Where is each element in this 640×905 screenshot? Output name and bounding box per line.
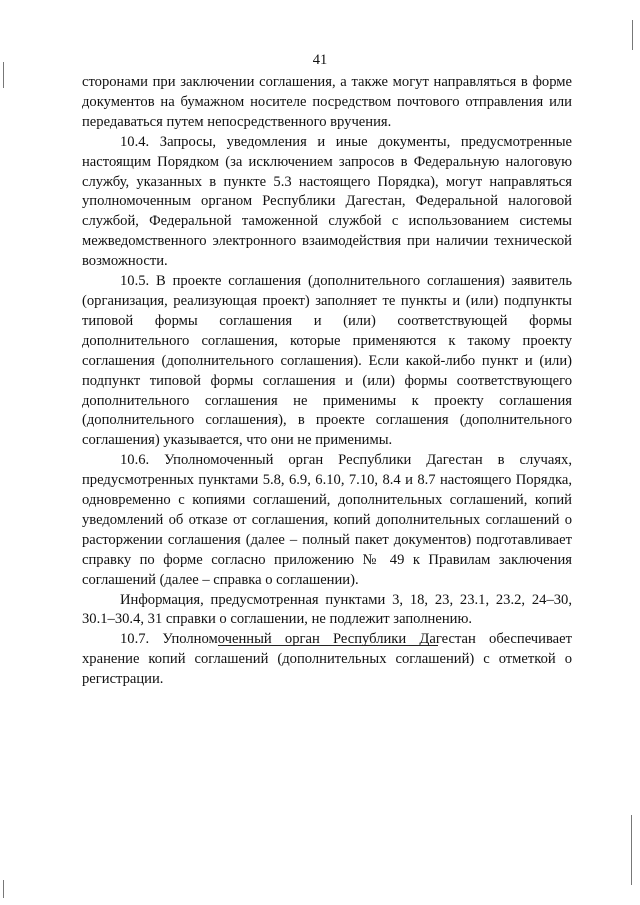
page-number: 41 [312, 52, 328, 68]
scan-mark-right-top [632, 20, 633, 50]
paragraph-10-5: 10.5. В проекте соглашения (дополнительного соглашения) заявитель (организация, реализующая проект) заполняет те пункты и (или) подпункты типовой формы соглашения и (или) соответствующей формы дополнительного соглашения, которые применяются к такому проекту соглашения (дополнительного соглашения). Если какой-либо пункт и (или) подпункт типовой формы соглашения и (или) формы соответствующего дополнительного соглашения не применимы к проекту соглашения (дополнительного соглашения), в проекте соглашения (дополнительного соглашения) указывается, что они не применимы. [82, 273, 572, 449]
scan-mark-right-bottom [631, 815, 632, 885]
closing-rule [218, 645, 438, 646]
paragraph-10-7: 10.7. Уполномоченный орган Республики Дагестан обеспечивает хранение копий соглашений (дополнительных соглашений) с отметкой о регистрации. [82, 631, 572, 688]
paragraph-information: Информация, предусмотренная пунктами 3, 18, 23, 23.1, 23.2, 24–30, 30.1–30.4, 31 справки о соглашении, не подлежит заполнению. [82, 591, 572, 628]
scan-mark-left-top [3, 62, 4, 88]
paragraph-continuation: сторонами при заключении соглашения, а также могут направляться в форме документов на бумажном носителе посредством почтового отправления или передаваться путем непосредственного вручения. [82, 74, 572, 130]
scan-mark-left-bottom [3, 880, 4, 898]
paragraph-10-6: 10.6. Уполномоченный орган Республики Дагестан в случаях, предусмотренных пунктами 5.8, 6.9, 6.10, 7.10, 8.4 и 8.7 настоящего Порядка, одновременно с копиями соглашений, дополнительных соглашений, копий уведомлений об отказе от соглашения, копий дополнительных соглашений о расторжении соглашения (далее – полный пакет документов) подготавливает справку по форме согласно приложению № 49 к Правилам заключения соглашений (далее – справка о соглашении). [82, 452, 572, 588]
paragraph-10-4: 10.4. Запросы, уведомления и иные документы, предусмотренные настоящим Порядком (за исключением запросов в Федеральную налоговую службу, указанных в пункте 5.3 настоящего Порядка), могут направляться уполномоченным органом Республики Дагестан, Федеральной налоговой службой, Федеральной таможенной службой с использованием системы межведомственного электронного взаимодействия при наличии технической возможности. [82, 133, 572, 270]
document-body [82, 73, 572, 690]
